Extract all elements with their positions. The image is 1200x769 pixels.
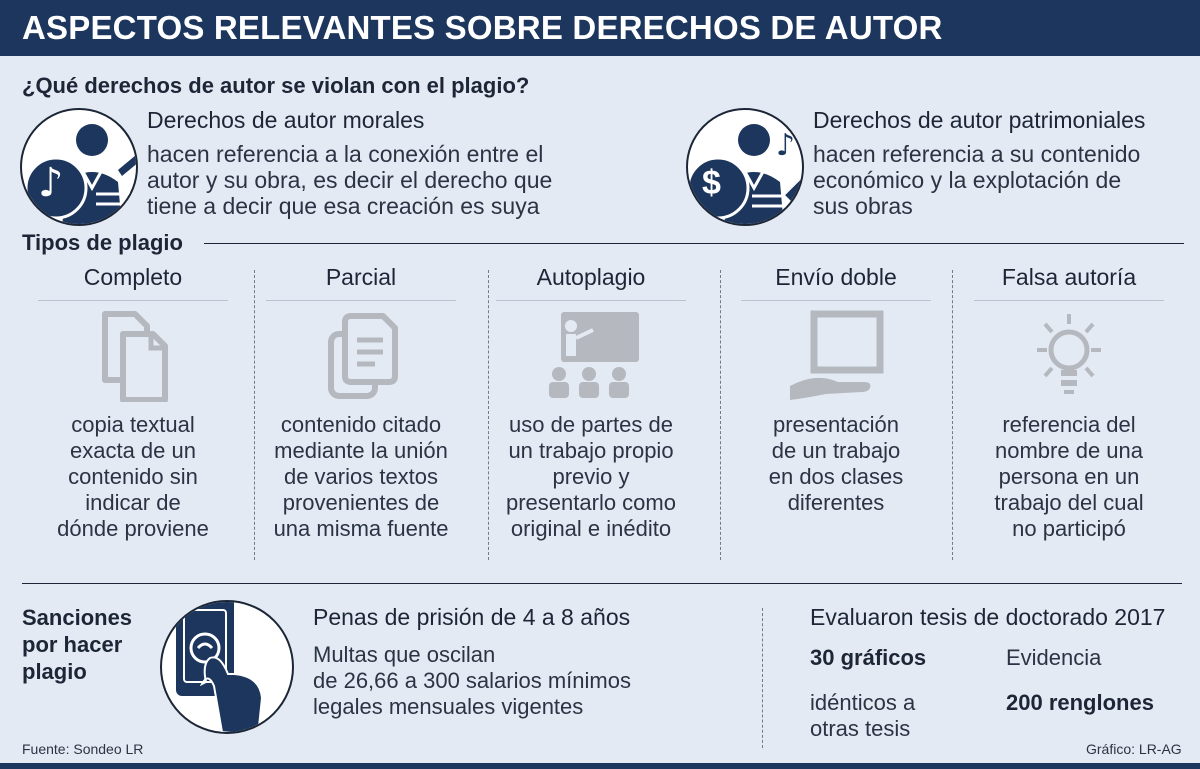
plagiarism-type-title: Envío doble (775, 264, 897, 290)
description-line: provenientes de (282, 490, 440, 515)
patrimonial-rights-line: hacen referencia a su contenido (813, 141, 1141, 167)
evidence-label: Evidencia (1006, 645, 1102, 670)
author-money-icon (686, 108, 804, 226)
moral-rights-title: Derechos de autor morales (147, 107, 425, 133)
description-line: en dos clases (768, 464, 904, 489)
plagiarism-type-title: Autoplagio (536, 264, 646, 290)
plagiarism-type-description (721, 412, 951, 516)
hand-screen-icon (786, 310, 886, 402)
column-rule (974, 300, 1164, 301)
penalty-title: Penas de prisión de 4 a 8 años (313, 604, 631, 630)
sanctions-title (22, 604, 132, 685)
description-line: referencia del (1002, 412, 1136, 437)
moral-rights-line: autor y su obra, es decir el derecho que (147, 167, 553, 193)
description-line: contenido sin (68, 464, 198, 489)
author-music-icon (20, 108, 138, 226)
section-divider (22, 583, 1182, 584)
description-line: previo y (552, 464, 630, 489)
description-line: diferentes (787, 490, 885, 515)
plagiarism-type-self (476, 262, 706, 562)
description-line: indicar de (85, 490, 181, 515)
sanctions-title-line: plagio (22, 659, 87, 684)
column-rule (266, 300, 456, 301)
column-rule (38, 300, 228, 301)
plagiarism-type-complete (18, 262, 248, 562)
identical-note-line: otras tesis (810, 716, 911, 741)
footer-bar (0, 763, 1200, 769)
plagiarism-type-double (721, 262, 951, 562)
description-line: original e inédito (510, 516, 672, 541)
moral-rights-line: tiene a decir que esa creación es suya (147, 193, 540, 219)
copy-documents-icon (83, 310, 183, 402)
section-title-types: Tipos de plagio (22, 230, 183, 255)
graphs-count: 30 gráficos (810, 645, 927, 670)
column-rule (496, 300, 686, 301)
description-line: de varios textos (283, 464, 439, 489)
identical-note (810, 690, 915, 742)
hand-money-icon (160, 600, 294, 734)
stacked-documents-icon (311, 310, 411, 402)
presentation-icon (541, 310, 641, 402)
penalty-description (313, 642, 631, 720)
identical-note-line: idénticos a (810, 690, 916, 715)
sanctions-title-line: por hacer (22, 632, 123, 657)
section-divider (204, 243, 1184, 244)
music-note-icon: ♪ (38, 160, 64, 206)
penalty-line: de 26,66 a 300 salarios mínimos (313, 668, 631, 693)
description-line: exacta de un (70, 438, 196, 463)
penalty-line: legales mensuales vigentes (313, 694, 584, 719)
patrimonial-rights-line: sus obras (813, 193, 913, 219)
music-note-icon: ♪ (776, 128, 796, 163)
graphic-credit: Gráfico: LR-AG (1086, 741, 1182, 757)
column-rule (741, 300, 931, 301)
plagiarism-type-title: Parcial (325, 264, 397, 290)
description-line: presentarlo como (506, 490, 676, 515)
description-line: trabajo del cual (994, 490, 1144, 515)
description-line: uso de partes de (509, 412, 673, 437)
description-line: de un trabajo (771, 438, 901, 463)
lines-count: 200 renglones (1006, 690, 1154, 715)
description-line: una misma fuente (273, 516, 449, 541)
plagiarism-type-description (476, 412, 706, 542)
column-separator (952, 270, 953, 560)
patrimonial-rights-line: económico y la explotación de (813, 167, 1122, 193)
moral-rights-description (147, 141, 552, 219)
patrimonial-rights-title: Derechos de autor patrimoniales (813, 107, 1146, 133)
description-line: persona en un (998, 464, 1140, 489)
section-title-question: ¿Qué derechos de autor se violan con el plagio? (22, 73, 530, 98)
page-title: ASPECTOS RELEVANTES SOBRE DERECHOS DE AUTOR (22, 9, 943, 46)
sanctions-title-line: Sanciones (22, 605, 133, 630)
description-line: mediante la unión (274, 438, 448, 463)
plagiarism-type-description (954, 412, 1184, 542)
plagiarism-type-false-authorship (954, 262, 1184, 562)
penalty-line: Multas que oscilan (313, 642, 496, 667)
lightbulb-icon (1019, 310, 1119, 402)
patrimonial-rights-description (813, 141, 1140, 219)
description-line: contenido citado (280, 412, 442, 437)
source-credit: Fuente: Sondeo LR (22, 741, 144, 757)
moral-rights-line: hacen referencia a la conexión entre el (147, 141, 544, 167)
plagiarism-type-description (246, 412, 476, 542)
plagiarism-type-title: Falsa autoría (1001, 264, 1137, 290)
description-line: dónde proviene (57, 516, 209, 541)
dollar-sign-icon: $ (702, 164, 721, 202)
description-line: presentación (773, 412, 899, 437)
header-bar (0, 0, 1200, 56)
description-line: copia textual (71, 412, 195, 437)
column-separator (762, 608, 763, 748)
description-line: nombre de una (995, 438, 1143, 463)
plagiarism-type-title: Completo (83, 264, 183, 290)
evaluation-title: Evaluaron tesis de doctorado 2017 (810, 604, 1166, 630)
plagiarism-type-description (18, 412, 248, 542)
description-line: no participó (1012, 516, 1126, 541)
description-line: un trabajo propio (508, 438, 674, 463)
plagiarism-type-partial (246, 262, 476, 562)
